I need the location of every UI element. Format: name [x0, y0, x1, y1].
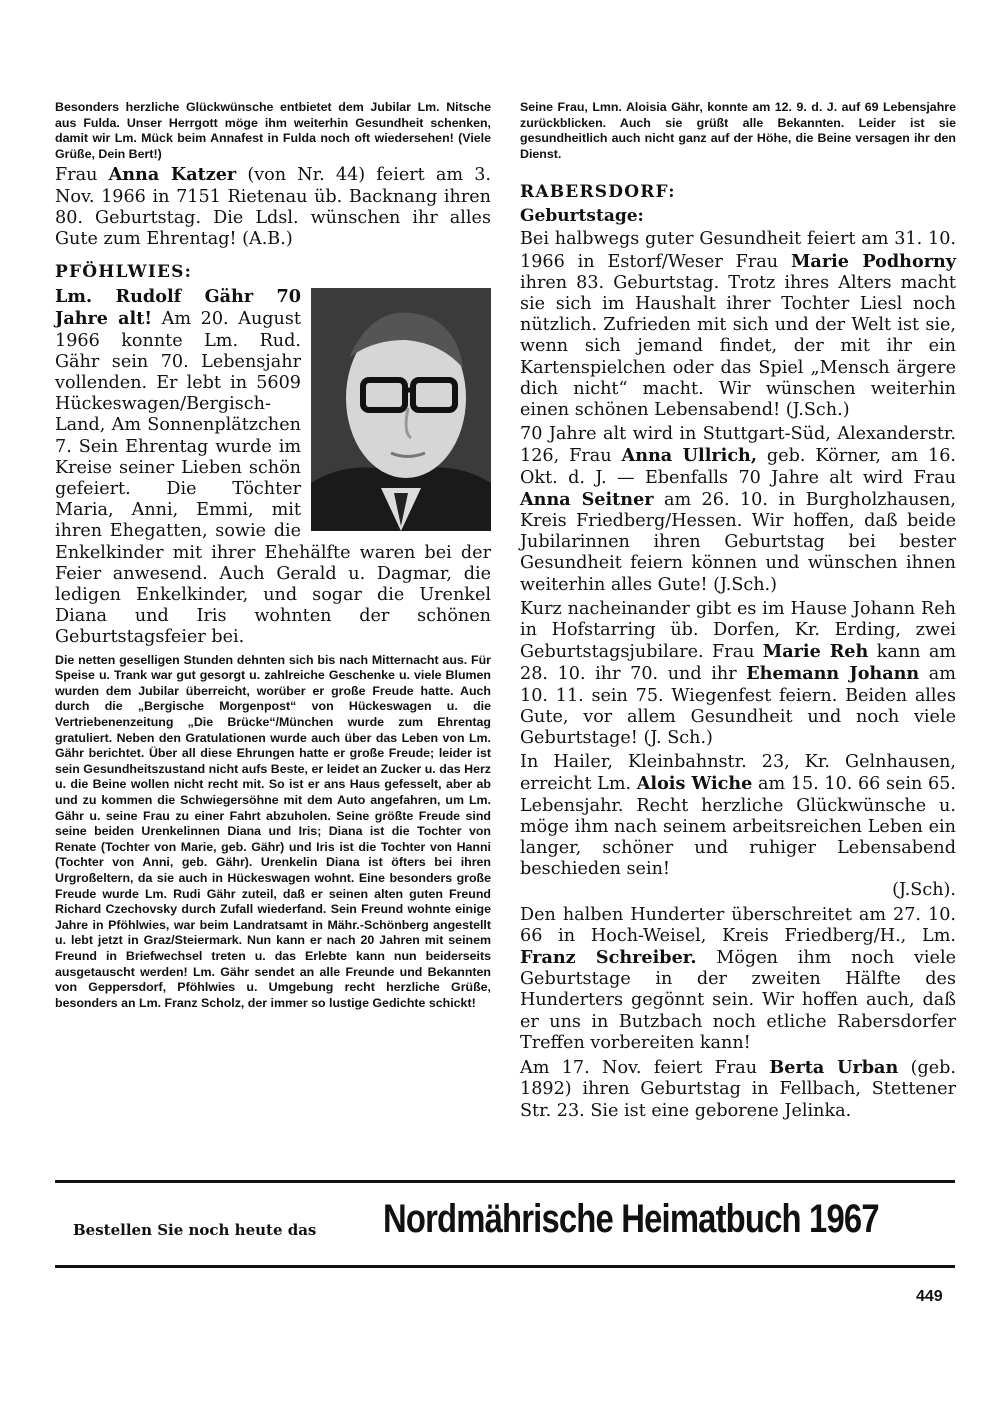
- page-number: 449: [916, 1288, 943, 1305]
- portrait-photo: [311, 288, 491, 531]
- order-text: Bestellen Sie noch heute das: [73, 1221, 317, 1239]
- urban-notice: Am 17. Nov. feiert Frau Berta Urban (geb. 1892) ihren Geburtstag in Fellbach, Stettener Str. 23. Sie ist eine geborene Jelinka.: [520, 1057, 956, 1121]
- gaehr-details: Die netten geselligen Stunden dehnten sich bis nach Mitternacht aus. Für Speise u. Trank war gut gesorgt u. zahlreiche Geschenke u. viele Blumen wurden dem Jubilar überreicht, worüber er große Freude hatte. Auch durch die „Bergische Morgenpost“ von Hückeswagen u. die Vertriebenenzeitung „Die Brücke“/München wurde zum Ehrentag gratuliert. Neben den Gratulationen wurde auch über das Leben von Lm. Gähr berichtet. Über all diese Ehrungen hatte er große Freude; leider ist sein Gesundheitszustand nicht aufs Beste, er leidet an Zucker u. das Herz u. die Beine wollen nicht recht mit. So ist er ans Haus gefesselt, aber ab und zu kommen die Schwiegersöhne mit dem Auto angefahren, um Lm. Gähr u. seine Frau zu einer Fahrt abzuholen. Seine größte Freude sind seine beiden Urenkelinnen Diana und Iris; Diana ist die Tochter von Renate (Tochter von Marie, geb. Gähr) und Iris ist die Tochter von Hanni (Tochter von Anni, geb. Gähr). Urenkelin Diana ist öfters bei ihren Urgroßeltern, da sie auch in Hückeswagen wohnt. Eine besonders große Freude wurde Lm. Rudi Gähr zuteil, daß er seinen alten guten Freund Richard Czechovsky durch Zufall wiederfand. Sein Freund wohnte einige Jahre in Pföhlwies, war beim Landratsamt in Mähr.-Schönberg angestellt u. lebt jetzt in Graz/Steiermark. Nun kann er nach 20 Jahren mit seinem Freund in Briefwechsel treten u. das Erlebte kann nun beiderseits ausgetauscht werden! Lm. Gähr sendet an alle Freunde und Bekannten von Geppersdorf, Pföhlwies u. Umgebung recht herzliche Grüße, besonders an Lm. Franz Scholz, der immer so lustige Gedichte schickt!: [55, 652, 491, 1010]
- section-heading-poehlwies: PFÖHLWIES:: [55, 262, 193, 283]
- section-heading-rabersdorf: RABERSDORF:: [520, 182, 676, 203]
- aloisia-notice: Seine Frau, Lmn. Aloisia Gähr, konnte am 12. 9. d. J. auf 69 Lebensjahre zurückblicken. Auch sie grüßt alle Bekannten. Leider ist sie gesundheitlich auch nicht ganz auf der Höhe, die Beine versagen ihr den Dienst.: [520, 100, 956, 161]
- schreiber-notice: Den halben Hunderter überschreitet am 27. 10. 66 in Hoch-Weisel, Kreis Friedberg/H., Lm. Franz Schreiber. Mögen ihm noch viele Geburtstage in der zweiten Hälfte des Hunderters gegönnt sein. Wir hoffen auch, daß er uns in Butzbach noch etliche Rabersdorfer Treffen vorbereiten kann!: [520, 904, 956, 1053]
- right-column: [520, 100, 956, 1122]
- katzer-name: Anna Katzer: [108, 164, 237, 186]
- nitsche-greeting: Besonders herzliche Glückwünsche entbietet dem Jubilar Lm. Nitsche aus Fulda. Unser Herrgott möge ihm weiterhin Gesundheit schenken, damit wir Lm. Mück beim Annafest in Fulda noch oft wiedersehen! (Viele Grüße, Dein Bert!): [55, 100, 491, 161]
- wiche-signature: (J.Sch).: [892, 880, 956, 901]
- gaehr-article: [55, 286, 491, 648]
- gaehr-birthday-text: Lm. Rudolf Gähr 70 Jahre alt! Am 20. August 1966 konnte Lm. Rud. Gähr sein 70. Lebensjahr vollenden. Er lebt in 5609 Hückeswagen/Bergisch-Land, Am Sonnenplätzchen 7. Sein Ehrentag wurde im Kreise seiner Lieben schön gefeiert. Die Töchter Maria, Anni, Emmi, mit ihren Ehegatten, sowie die Enkelkinder mit ihrer Ehehälfte waren bei der Feier anwesend. Auch Gerald u. Dagmar, die ledigen Enkelkinder, und sogar die Urenkel Diana und Iris wohnten der schönen Geburtstagsfeier bei.: [55, 286, 491, 648]
- podhorny-notice: Bei halbwegs guter Gesundheit feiert am 31. 10. 1966 in Estorf/Weser Frau Marie Podhorny ihren 83. Geburtstag. Trotz ihres Alters macht sie sich im Haushalt ihrer Tochter Liesl noch nützlich. Zufrieden mit sich und der Welt ist sie, wenn sich jemand findet, der mit ihr ein Kartenspielchen oder das Spiel „Mensch ärgere dich nicht“ macht. Wir wünschen weiterhin einen schönen Lebensabend! (J.Sch.): [520, 229, 956, 420]
- portrait-image: [311, 288, 491, 531]
- left-column: [55, 100, 491, 1011]
- wiche-notice: In Hailer, Kleinbahnstr. 23, Kr. Gelnhausen, erreicht Lm. Alois Wiche am 15. 10. 66 sein 65. Lebensjahr. Recht herzliche Glückwünsche u. möge ihm nach seinem arbeitsreichen Leben ein langer, schöner und ruhiger Lebensabend beschieden sein! (J.Sch).: [520, 752, 956, 901]
- aloisia-name: Aloisia Gähr,: [625, 100, 703, 114]
- ullrich-seitner-notice: 70 Jahre alt wird in Stuttgart-Süd, Alexanderstr. 126, Frau Anna Ullrich, geb. Körner, am 16. Okt. d. J. — Ebenfalls 70 Jahre alt wird Frau Anna Seitner am 26. 10. in Burgholzhausen, Kreis Friedberg/Hessen. Wir hoffen, daß beide Jubilarinnen ihren Geburtstag bei bester Gesundheit feiern können und wünschen ihnen weiterhin alles Gute! (J.Sch.): [520, 424, 956, 595]
- gaehr-lead: Lm. Rudolf Gähr 70 Jahre alt!: [55, 286, 301, 330]
- subheading-birthdays: Geburtstage:: [520, 206, 644, 227]
- book-title: Nordmährische Heimatbuch 1967: [383, 1197, 879, 1241]
- book-advertisement: [55, 1180, 955, 1268]
- reh-notice: Kurz nacheinander gibt es im Hause Johann Reh in Hofstarring üb. Dorfen, Kr. Erding, zwei Geburtstagsjubilare. Frau Marie Reh kann am 28. 10. ihr 70. und ihr Ehemann Johann am 10. 11. sein 75. Wiegenfest feiern. Beiden alles Gute, vor allem Gesundheit und noch viele Geburtstage! (J. Sch.): [520, 598, 957, 749]
- katzer-notice: Frau Anna Katzer (von Nr. 44) feiert am 3. Nov. 1966 in 7151 Rietenau üb. Backnang ihren 80. Geburtstag. Die Ldsl. wünschen ihr alles Gute zum Ehrentag! (A.B.): [55, 164, 492, 249]
